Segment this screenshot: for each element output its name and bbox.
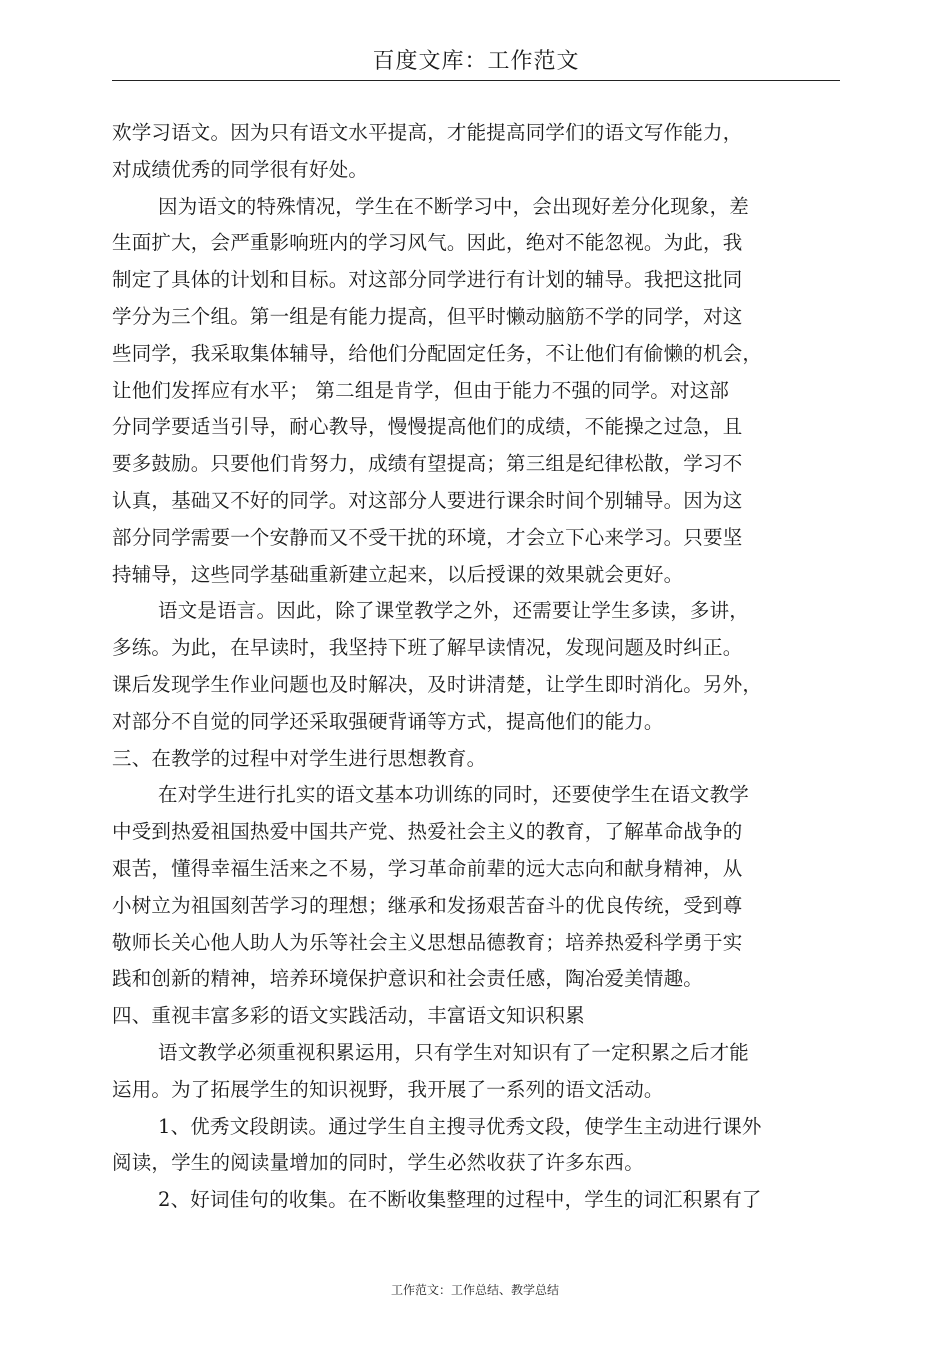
text-line: 持辅导，这些同学基础重新建立起来，以后授课的效果就会更好。 [112,562,684,586]
text-line: 阅读，学生的阅读量增加的同时，学生必然收获了许多东西。 [112,1151,644,1175]
text-line: 欢学习语文。因为只有语文水平提高，才能提高同学们的语文写作能力， [112,121,743,144]
text-line: 践和创新的精神，培养环境保护意识和社会责任感，陶冶爱美情趣。 [112,967,704,991]
text-line: 要多鼓励。只要他们肯努力，成绩有望提高；第三组是纪律松散，学习不 [112,452,743,476]
footer-text: 工作范文：工作总结、教学总结 [390,1283,559,1297]
page-header [112,44,840,81]
text-line: 生面扩大，会严重影响班内的学习风气。因此，绝对不能忽视。为此，我 [112,231,743,255]
document-body [112,115,812,1219]
text-line: 多练。为此，在早读时，我坚持下班了解早读情况，发现问题及时纠正。 [112,636,743,660]
text-line: 分同学要适当引导，耐心教导，慢慢提高他们的成绩，不能操之过急，且 [112,415,743,439]
text-line: 语文是语言。因此，除了课堂教学之外，还需要让学生多读，多讲， [158,599,750,623]
text-line: 制定了具体的计划和目标。对这部分同学进行有计划的辅导。我把这批同 [112,268,743,292]
text-line: 部分同学需要一个安静而又不受干扰的环境，才会立下心来学习。只要坚 [112,525,743,549]
text-line: 四、重视丰富多彩的语文实践活动，丰富语文知识积累 [112,1004,585,1028]
text-line: 三、在教学的过程中对学生进行思想教育。 [112,746,487,770]
text-line: 些同学，我采取集体辅导，给他们分配固定任务，不让他们有偷懒的机会， [112,341,763,365]
text-line: 对部分不自觉的同学还采取强硬背诵等方式，提高他们的能力。 [112,709,664,733]
text-line: 让他们发挥应有水平； 第二组是肯学，但由于能力不强的同学。对这部 [112,378,730,402]
text-line: 因为语文的特殊情况，学生在不断学习中，会出现好差分化现象，差 [158,194,750,218]
text-line: 中受到热爱祖国热爱中国共产党、热爱社会主义的教育，了解革命战争的 [112,820,743,844]
text-line: 2、好词佳句的收集。在不断收集整理的过程中，学生的词汇积累有了 [158,1188,762,1212]
text-line: 小树立为祖国刻苦学习的理想；继承和发扬艰苦奋斗的优良传统，受到尊 [112,893,743,917]
header-title: 百度文库：工作范文 [372,49,580,74]
text-line: 语文教学必须重视积累运用，只有学生对知识有了一定积累之后才能 [158,1040,750,1064]
page-footer [0,1280,950,1300]
text-line: 敬师长关心他人助人为乐等社会主义思想品德教育；培养热爱科学勇于实 [112,930,743,954]
text-line: 艰苦，懂得幸福生活来之不易，学习革命前辈的远大志向和献身精神，从 [112,856,743,880]
text-line: 学分为三个组。第一组是有能力提高，但平时懒动脑筋不学的同学，对这 [112,304,743,328]
text-line: 在对学生进行扎实的语文基本功训练的同时，还要使学生在语文教学 [158,783,750,807]
text-line: 认真，基础又不好的同学。对这部分人要进行课余时间个别辅导。因为这 [112,488,743,512]
text-line: 1、优秀文段朗读。通过学生自主搜寻优秀文段，使学生主动进行课外 [158,1114,762,1138]
text-line: 运用。为了拓展学生的知识视野，我开展了一系列的语文活动。 [112,1077,664,1101]
text-line: 课后发现学生作业问题也及时解决，及时讲清楚，让学生即时消化。另外， [112,672,763,696]
text-line: 对成绩优秀的同学很有好处。 [112,157,369,181]
